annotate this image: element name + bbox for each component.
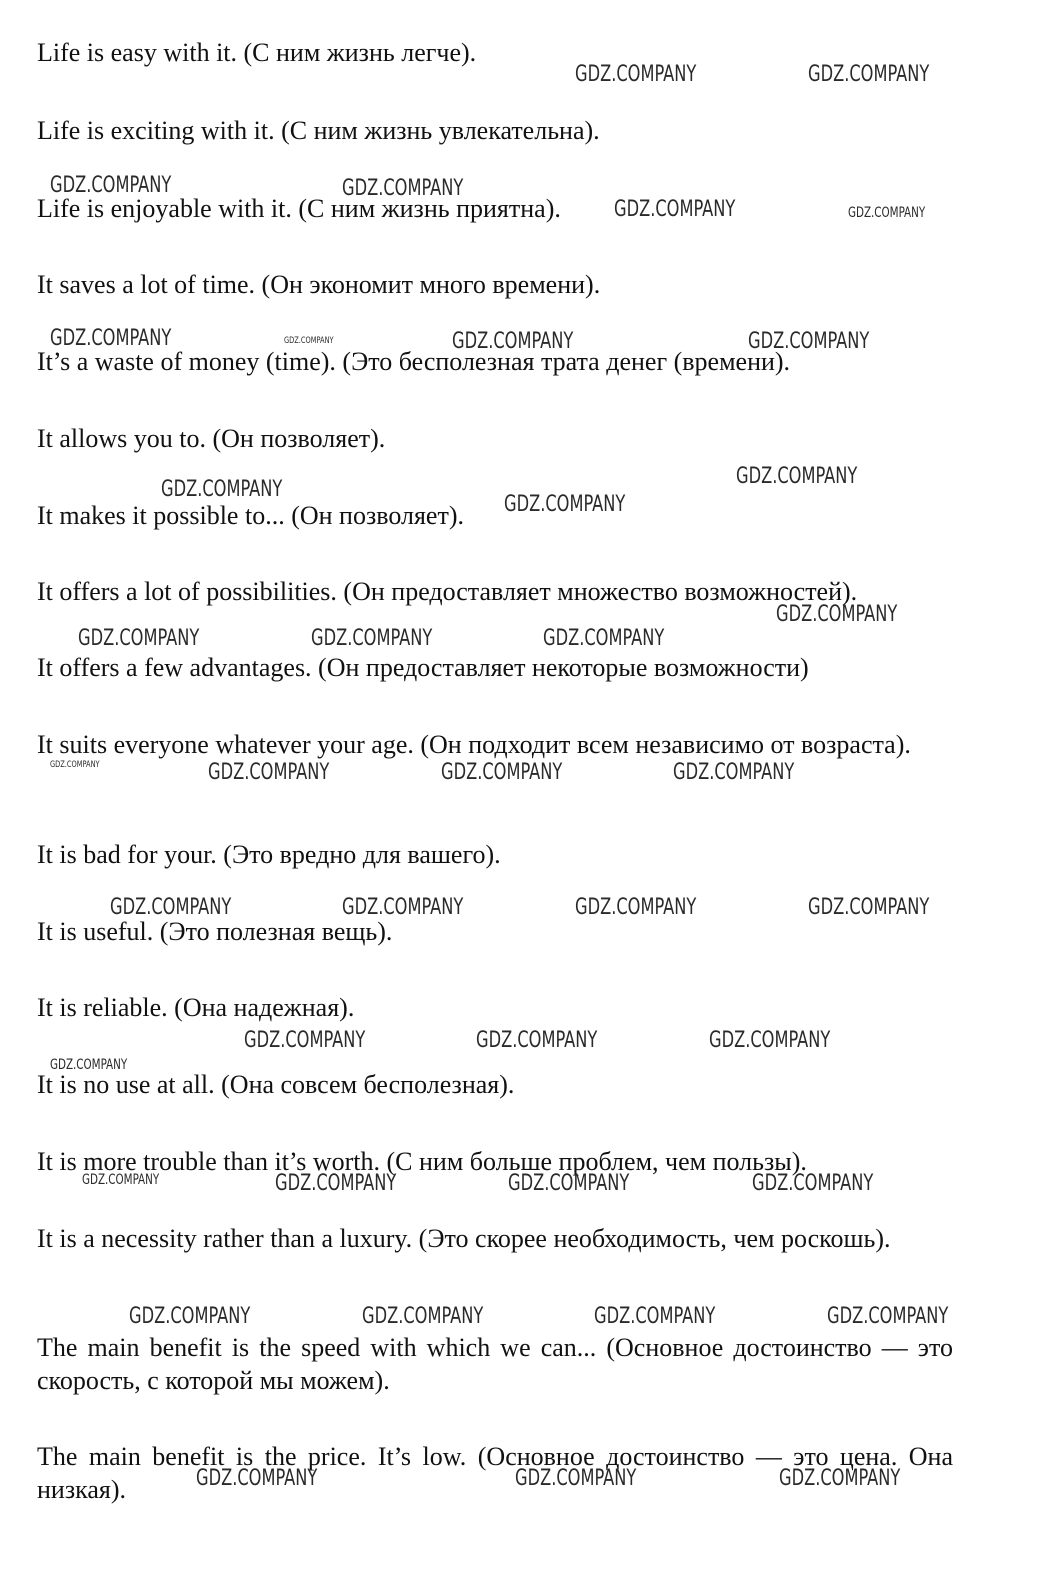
phrase-line: It is no use at all. (Она совсем бесполезная). [37, 1070, 515, 1099]
watermark: GDZ.COMPANY [748, 329, 870, 354]
watermark: GDZ.COMPANY [808, 895, 930, 920]
watermark: GDZ.COMPANY [508, 1171, 630, 1196]
watermark: GDZ.COMPANY [50, 1057, 128, 1073]
phrase-line: It offers a lot of possibilities. (Он предоставляет множество возможностей). [37, 577, 858, 606]
watermark: GDZ.COMPANY [342, 895, 464, 920]
phrase-line: The main benefit is the price. It’s low. (Основное достоинство — это цена. Она низкая). [37, 1442, 953, 1504]
phrase-line: It is useful. (Это полезная вещь). [37, 917, 393, 946]
watermark: GDZ.COMPANY [362, 1304, 484, 1329]
watermark: GDZ.COMPANY [709, 1028, 831, 1053]
phrase-line: It is more trouble than it’s worth. (С ним больше проблем, чем пользы). [37, 1147, 807, 1176]
phrase-line: It’s a waste of money (time). (Это бесполезная трата денег (времени). [37, 347, 791, 376]
phrase-line: The main benefit is the speed with which we can... (Основное достоинство — это скорость, с которой мы можем). [37, 1333, 953, 1395]
watermark: GDZ.COMPANY [129, 1304, 251, 1329]
watermark: GDZ.COMPANY [50, 326, 172, 351]
watermark: GDZ.COMPANY [543, 626, 665, 651]
watermark: GDZ.COMPANY [311, 626, 433, 651]
watermark: GDZ.COMPANY [504, 492, 626, 517]
phrase-line: It offers a few advantages. (Он предоставляет некоторые возможности) [37, 653, 809, 682]
watermark: GDZ.COMPANY [161, 477, 283, 502]
watermark: GDZ.COMPANY [284, 336, 334, 346]
watermark: GDZ.COMPANY [575, 62, 697, 87]
watermark: GDZ.COMPANY [196, 1466, 318, 1491]
watermark: GDZ.COMPANY [776, 602, 898, 627]
watermark: GDZ.COMPANY [342, 176, 464, 201]
watermark: GDZ.COMPANY [82, 1172, 160, 1188]
watermark: GDZ.COMPANY [575, 895, 697, 920]
watermark: GDZ.COMPANY [244, 1028, 366, 1053]
watermark: GDZ.COMPANY [673, 760, 795, 785]
watermark: GDZ.COMPANY [779, 1466, 901, 1491]
phrase-line: It is bad for your. (Это вредно для вашего). [37, 840, 501, 869]
watermark: GDZ.COMPANY [614, 197, 736, 222]
watermark: GDZ.COMPANY [736, 464, 858, 489]
phrase-line: Life is easy with it. (С ним жизнь легче). [37, 38, 477, 67]
phrase-line: Life is exciting with it. (С ним жизнь увлекательна). [37, 116, 600, 145]
phrase-line: Life is enjoyable with it. (С ним жизнь приятна). [37, 194, 561, 223]
phrase-line: It saves a lot of time. (Он экономит много времени). [37, 270, 601, 299]
watermark: GDZ.COMPANY [208, 760, 330, 785]
watermark: GDZ.COMPANY [110, 895, 232, 920]
watermark: GDZ.COMPANY [594, 1304, 716, 1329]
watermark: GDZ.COMPANY [752, 1171, 874, 1196]
phrase-line: It allows you to. (Он позволяет). [37, 424, 386, 453]
watermark: GDZ.COMPANY [827, 1304, 949, 1329]
phrase-line: It makes it possible to... (Он позволяет). [37, 501, 464, 530]
watermark: GDZ.COMPANY [476, 1028, 598, 1053]
watermark: GDZ.COMPANY [441, 760, 563, 785]
watermark: GDZ.COMPANY [78, 626, 200, 651]
watermark: GDZ.COMPANY [808, 62, 930, 87]
watermark: GDZ.COMPANY [275, 1171, 397, 1196]
watermark: GDZ.COMPANY [452, 329, 574, 354]
phrase-line: It is reliable. (Она надежная). [37, 993, 355, 1022]
watermark: GDZ.COMPANY [50, 173, 172, 198]
phrase-line: It suits everyone whatever your age. (Он подходит всем независимо от возраста). [37, 730, 911, 759]
phrase-line: It is a necessity rather than a luxury. (Это скорее необходимость, чем роскошь). [37, 1224, 891, 1253]
watermark: GDZ.COMPANY [50, 760, 100, 770]
watermark: GDZ.COMPANY [515, 1466, 637, 1491]
watermark: GDZ.COMPANY [848, 205, 926, 221]
